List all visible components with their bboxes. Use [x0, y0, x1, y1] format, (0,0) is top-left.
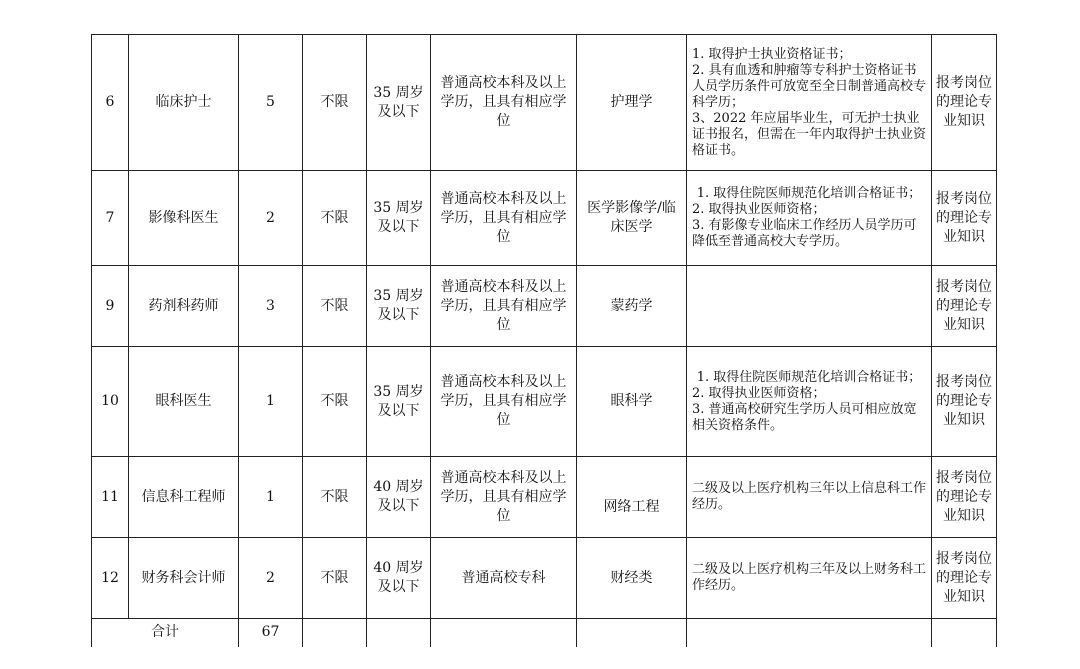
requirement-line: 1. 取得护士执业资格证书；: [692, 46, 852, 62]
total-label: 合计: [92, 619, 239, 647]
row-number: 12: [92, 538, 129, 619]
row-number: 6: [92, 35, 129, 171]
position-name: 眼科医生: [129, 347, 239, 457]
requirement-line: 二级及以上医疗机构三年及以上财务科工作经历。: [692, 562, 927, 593]
row-number: 11: [92, 457, 129, 538]
position-name: 影像科医生: [129, 171, 239, 266]
other-requirements: [687, 266, 932, 347]
empty-cell: [431, 619, 577, 647]
other-requirements: [687, 538, 932, 619]
exam-content: 报考岗位的理论专业知识: [932, 347, 997, 457]
age-requirement: 40 周岁及以下: [367, 538, 431, 619]
age-requirement: 35 周岁及以下: [367, 35, 431, 171]
row-number: 7: [92, 171, 129, 266]
empty-cell: [687, 619, 932, 647]
other-requirements: [687, 171, 932, 266]
exam-content: 报考岗位的理论专业知识: [932, 457, 997, 538]
requirement-line: 二级及以上医疗机构三年以上信息科工作经历。: [692, 481, 927, 512]
empty-cell: [932, 619, 997, 647]
education-requirement: 普通高校本科及以上学历，且具有相应学位: [431, 457, 577, 538]
exam-content: 报考岗位的理论专业知识: [932, 266, 997, 347]
hire-count: 5: [239, 35, 303, 171]
gender-requirement: 不限: [303, 347, 367, 457]
education-requirement: 普通高校本科及以上学历，且具有相应学位: [431, 347, 577, 457]
empty-cell: [367, 619, 431, 647]
requirement-line: 2. 取得执业医师资格；: [692, 202, 826, 217]
major-requirement: 网络工程: [577, 457, 687, 538]
gender-requirement: 不限: [303, 538, 367, 619]
total-count: 67: [239, 619, 303, 647]
major-requirement: 医学影像学/临床医学: [577, 171, 687, 266]
major-requirement: 蒙药学: [577, 266, 687, 347]
major-requirement: 眼科学: [577, 347, 687, 457]
table-row: [92, 457, 997, 538]
position-name: 财务科会计师: [129, 538, 239, 619]
table-row: [92, 171, 997, 266]
position-name: 药剂科药师: [129, 266, 239, 347]
table-row: [92, 538, 997, 619]
age-requirement: 35 周岁及以下: [367, 266, 431, 347]
empty-cell: [303, 619, 367, 647]
education-requirement: 普通高校本科及以上学历，且具有相应学位: [431, 35, 577, 171]
requirement-line: 2. 取得执业医师资格；: [692, 385, 826, 401]
requirement-line: 3. 普通高校研究生学历人员可相应放宽相关资格条件。: [692, 401, 917, 433]
gender-requirement: 不限: [303, 457, 367, 538]
age-requirement: 35 周岁及以下: [367, 171, 431, 266]
other-requirements: [687, 347, 932, 457]
requirement-line: 2. 具有血透和肿瘤等专科护士资格证书人员学历条件可放宽至全日制普通高校专科学历；: [692, 62, 927, 110]
education-requirement: 普通高校专科: [431, 538, 577, 619]
requirement-line: 1. 取得住院医师规范化培训合格证书；: [696, 369, 922, 385]
position-name: 临床护士: [129, 35, 239, 171]
total-row: [92, 619, 997, 647]
age-requirement: 40 周岁及以下: [367, 457, 431, 538]
empty-cell: [577, 619, 687, 647]
gender-requirement: 不限: [303, 171, 367, 266]
gender-requirement: 不限: [303, 266, 367, 347]
hire-count: 2: [239, 171, 303, 266]
other-requirements: [687, 35, 932, 171]
other-requirements: [687, 457, 932, 538]
requirement-line: 1. 取得住院医师规范化培训合格证书；: [696, 186, 922, 201]
education-requirement: 普通高校本科及以上学历，且具有相应学位: [431, 171, 577, 266]
age-requirement: 35 周岁及以下: [367, 347, 431, 457]
position-name: 信息科工程师: [129, 457, 239, 538]
recruitment-table: [91, 34, 997, 647]
row-number: 10: [92, 347, 129, 457]
hire-count: 2: [239, 538, 303, 619]
hire-count: 3: [239, 266, 303, 347]
requirement-line: 3. 有影像专业临床工作经历人员学历可降低至普通高校大专学历。: [692, 218, 917, 249]
requirement-line: 3、2022 年应届毕业生，可无护士执业证书报名，但需在一年内取得护士执业资格证书。: [692, 110, 927, 158]
table-row: [92, 35, 997, 171]
exam-content: 报考岗位的理论专业知识: [932, 538, 997, 619]
table-row: [92, 347, 997, 457]
education-requirement: 普通高校本科及以上学历，且具有相应学位: [431, 266, 577, 347]
row-number: 9: [92, 266, 129, 347]
hire-count: 1: [239, 457, 303, 538]
hire-count: 1: [239, 347, 303, 457]
major-requirement: 护理学: [577, 35, 687, 171]
exam-content: 报考岗位的理论专业知识: [932, 35, 997, 171]
gender-requirement: 不限: [303, 35, 367, 171]
major-requirement: 财经类: [577, 538, 687, 619]
exam-content: 报考岗位的理论专业知识: [932, 171, 997, 266]
table-row: [92, 266, 997, 347]
